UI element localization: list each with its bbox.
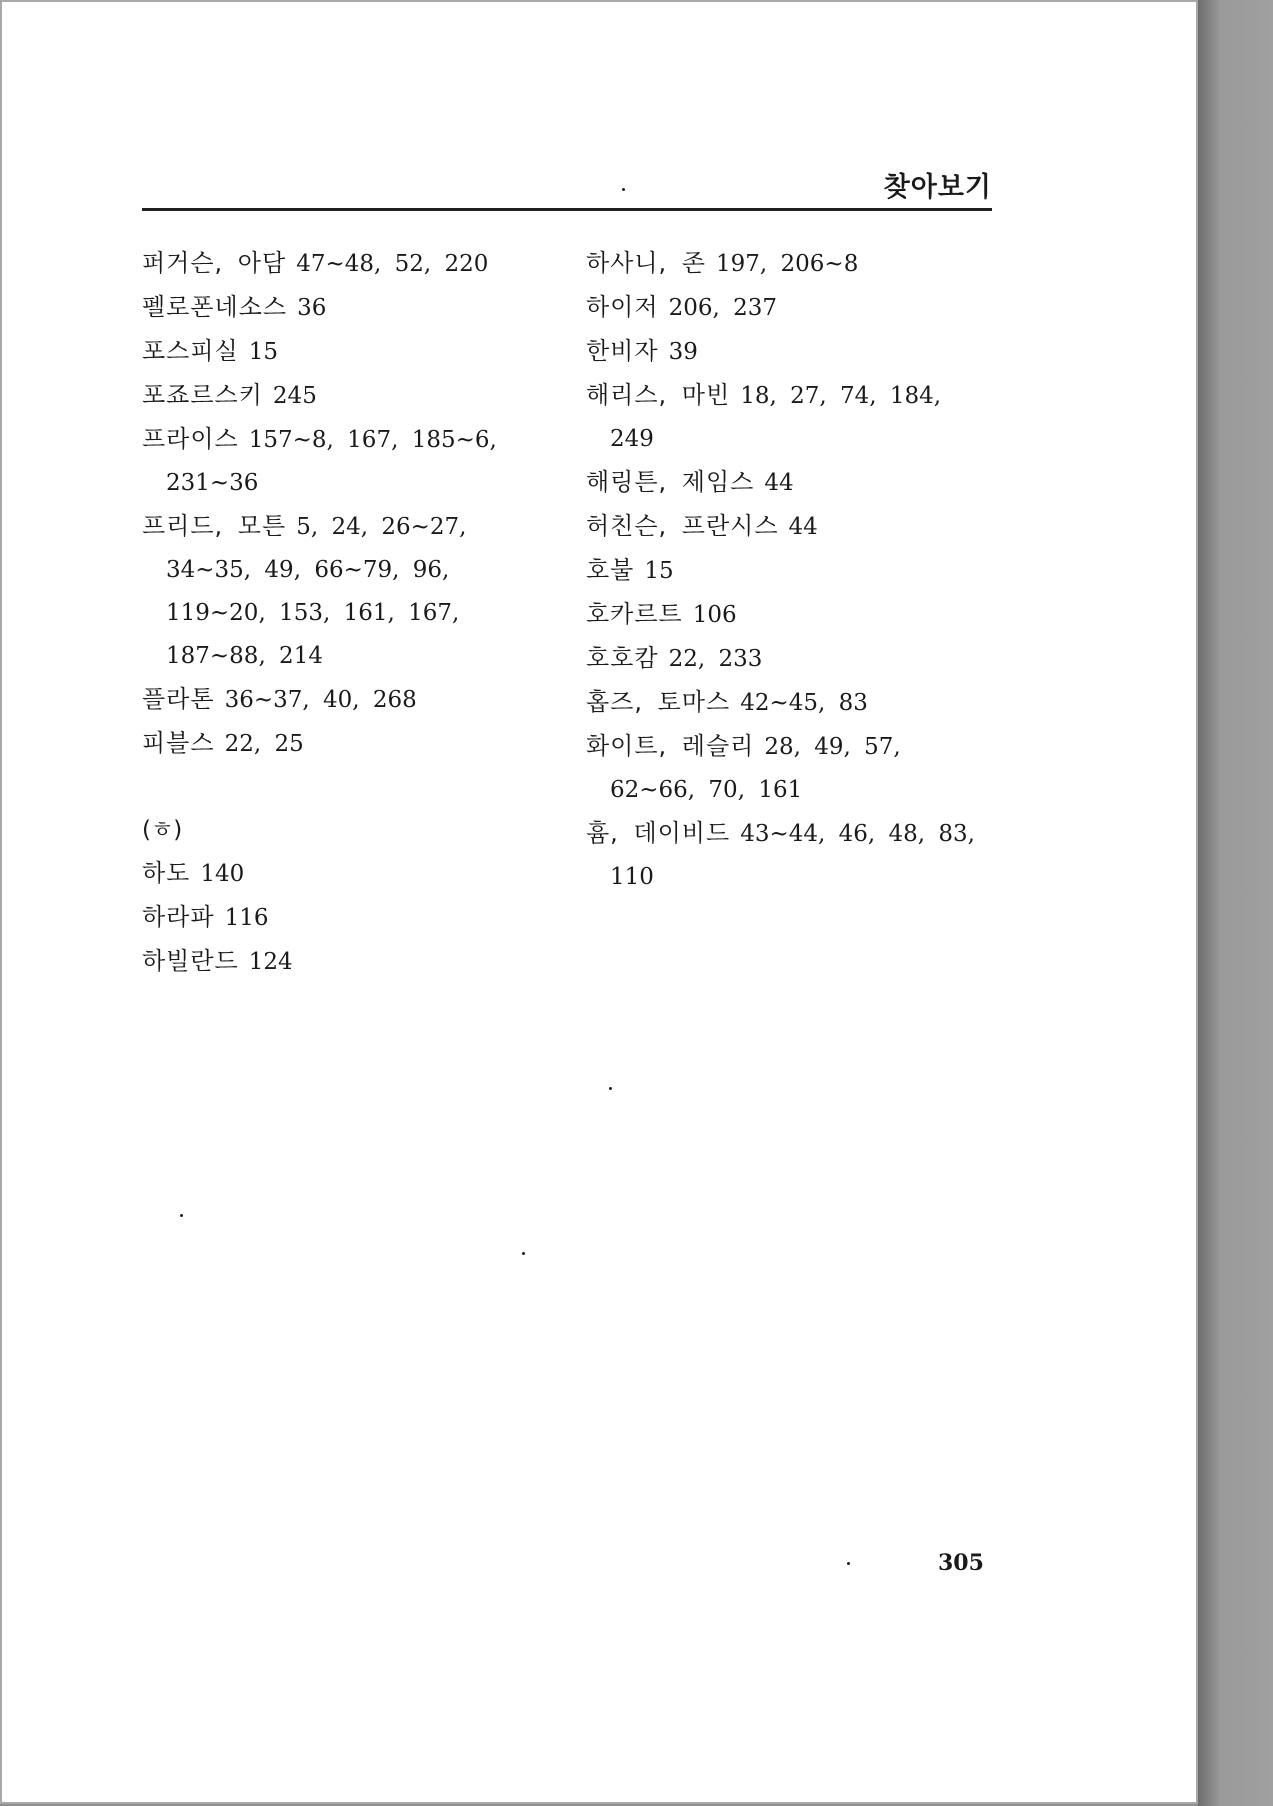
entry-pages: 15 xyxy=(248,339,279,365)
entry-pages: 22, 233 xyxy=(668,646,763,672)
index-entry xyxy=(142,418,562,505)
entry-name: 해링튼, 제임스 xyxy=(586,468,755,496)
index-entry xyxy=(142,242,562,286)
index-entry xyxy=(586,637,996,681)
index-entry xyxy=(586,242,996,286)
entry-name: 포스피실 xyxy=(142,337,239,365)
entry-pages: 206, 237 xyxy=(668,295,777,321)
entry-pages: 116 xyxy=(224,905,269,931)
entry-pages: 245 xyxy=(272,383,317,409)
entry-pages: 157~8, 167, 185~6, 231~36 xyxy=(166,427,497,496)
index-entry xyxy=(142,852,562,896)
entry-name: 하이저 xyxy=(586,293,659,321)
scan-speck xyxy=(609,1087,612,1090)
entry-name: 하빌란드 xyxy=(142,947,239,975)
running-header-title: 찾아보기 xyxy=(883,172,992,203)
entry-pages: 47~48, 52, 220 xyxy=(296,251,489,277)
entry-pages: 140 xyxy=(200,861,245,887)
entry-name: 흄, 데이비드 xyxy=(586,819,731,847)
index-entry xyxy=(142,286,562,330)
entry-pages: 28, 49, 57, 62~66, 70, 161 xyxy=(610,734,901,803)
entry-pages: 22, 25 xyxy=(224,731,304,757)
entry-name: 펠로폰네소스 xyxy=(142,293,288,321)
index-entry xyxy=(142,940,562,984)
entry-name: 하라파 xyxy=(142,903,215,931)
entry-pages: 44 xyxy=(788,514,818,540)
index-entry xyxy=(142,505,562,678)
index-entry xyxy=(586,286,996,330)
index-entry xyxy=(586,549,996,593)
index-entry xyxy=(586,725,996,812)
index-entry xyxy=(142,722,562,766)
entry-pages: 106 xyxy=(692,602,737,628)
index-entry xyxy=(586,461,996,505)
entry-pages: 15 xyxy=(644,558,674,584)
index-entry xyxy=(142,678,562,722)
entry-name: 퍼거슨, 아담 xyxy=(142,249,287,277)
index-entry xyxy=(142,374,562,418)
scan-speck xyxy=(847,1562,850,1565)
entry-name: 하도 xyxy=(142,859,191,887)
entry-pages: 36 xyxy=(297,295,327,321)
entry-pages: 36~37, 40, 268 xyxy=(224,687,417,713)
entry-name: 프라이스 xyxy=(142,425,239,453)
entry-name: 플라톤 xyxy=(142,685,215,713)
index-entry xyxy=(586,374,996,461)
entry-pages: 43~44, 46, 48, 83, 110 xyxy=(610,821,975,890)
section-heading: (ㅎ) xyxy=(142,817,183,843)
entry-name: 허친슨, 프란시스 xyxy=(586,512,779,540)
entry-name: 호불 xyxy=(586,556,635,584)
index-entry xyxy=(586,593,996,637)
entry-name: 하사니, 존 xyxy=(586,249,706,277)
entry-name: 피블스 xyxy=(142,729,215,757)
index-entry xyxy=(586,330,996,374)
index-entry xyxy=(142,896,562,940)
page-number: 305 xyxy=(938,1550,984,1576)
entry-name: 한비자 xyxy=(586,337,659,365)
entry-pages: 42~45, 83 xyxy=(740,690,868,716)
entry-name: 포죠르스키 xyxy=(142,381,263,409)
entry-pages: 5, 24, 26~27, 34~35, 49, 66~79, 96, 119~20, 153, 161, 167, 187~88, 214 xyxy=(166,514,467,669)
entry-name: 홉즈, 토마스 xyxy=(586,688,731,716)
section-spacer xyxy=(142,766,562,809)
running-header xyxy=(142,166,992,211)
index-column-right xyxy=(586,242,996,899)
entry-name: 호카르트 xyxy=(586,600,683,628)
entry-name: 화이트, 레슬리 xyxy=(586,732,755,760)
entry-pages: 197, 206~8 xyxy=(716,251,859,277)
entry-pages: 124 xyxy=(248,949,293,975)
entry-pages: 44 xyxy=(764,470,794,496)
index-column-left xyxy=(142,242,562,984)
scan-speck xyxy=(180,1214,183,1217)
entry-name: 해리스, 마빈 xyxy=(586,381,731,409)
entry-pages: 39 xyxy=(668,339,698,365)
page-edge-shadow xyxy=(1198,0,1273,1806)
index-entry xyxy=(586,681,996,725)
index-entry xyxy=(142,330,562,374)
index-entry xyxy=(586,812,996,899)
index-entry xyxy=(586,505,996,549)
scan-speck xyxy=(622,188,625,191)
scan-speck xyxy=(522,1252,525,1255)
entry-pages: 18, 27, 74, 184, 249 xyxy=(610,383,942,452)
entry-name: 호호캄 xyxy=(586,644,659,672)
entry-name: 프리드, 모튼 xyxy=(142,512,287,540)
